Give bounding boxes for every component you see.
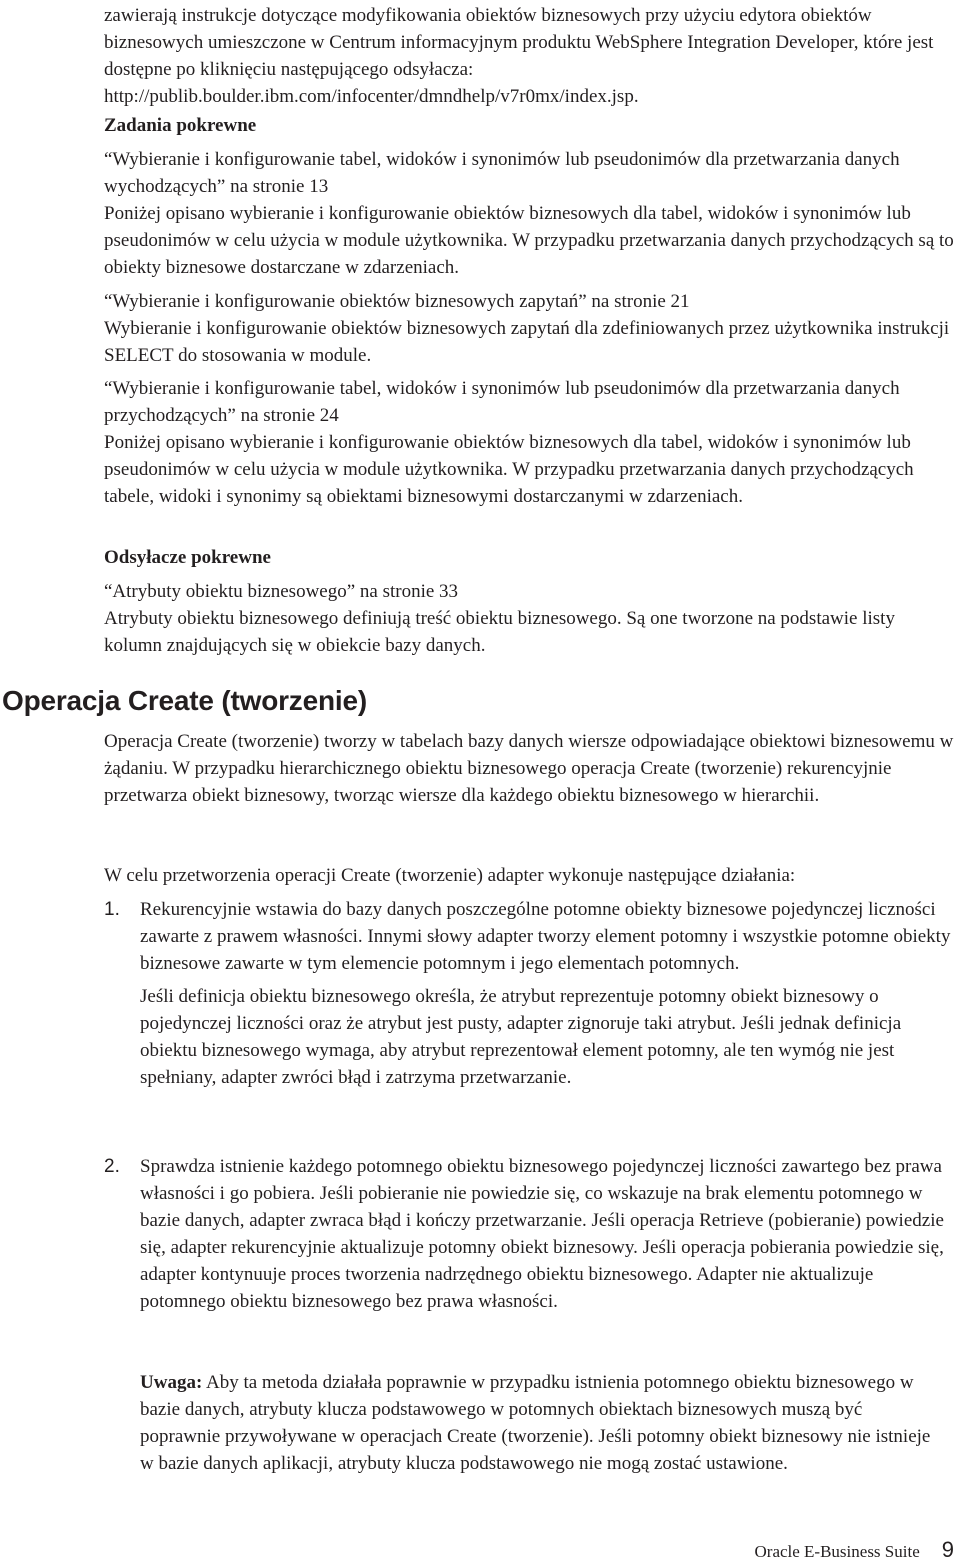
section-title: Operacja Create (tworzenie) xyxy=(2,685,367,716)
section-paragraph-2: W celu przetworzenia operacji Create (tworzenie) adapter wykonuje następujące działania: xyxy=(104,865,796,886)
list-item-extra: Jeśli definicja obiektu biznesowego określa, że atrybut reprezentuje potomny obiekt biznesowy o pojedynczej liczności oraz że atrybut jest pusty, adapter zignoruje taki atrybut. Jeśli jednak definicja obiektu biznesowego wymaga, aby atrybut reprezentował element potomny, ale ten wymóg nie jest spełniany, adapter zwróci błąd i zatrzyma przetwarzanie. xyxy=(140,986,902,1088)
list-item-text: Sprawdza istnienie każdego potomnego obiektu biznesowego pojedynczej liczności zawartego bez prawa własności i go pobiera. Jeśli pobieranie nie powiedzie się, co wskazuje na brak elementu potomnego w bazie danych, adapter zwraca błąd i kończy przetwarzanie. Jeśli operacja Retrieve (pobieranie) powiedzie się, adapter rekurencyjnie aktualizuje potomny obiekt biznesowy. Jeśli operacja pobierania powiedzie się, adapter kontynuuje proces tworzenia nadrzędnego obiektu biznesowego. Adapter nie aktualizuje potomnego obiektu biznesowego bez prawa własności. xyxy=(140,1156,944,1312)
steps-list xyxy=(104,896,954,1091)
note xyxy=(140,1369,940,1477)
related-refs xyxy=(104,544,954,571)
related-task-item-3 xyxy=(104,375,954,510)
related-task-desc: Wybieranie i konfigurowanie obiektów biznesowych zapytań dla zdefiniowanych przez użytkownika instrukcji SELECT do stosowania w module. xyxy=(104,318,950,366)
related-refs-heading: Odsyłacze pokrewne xyxy=(104,547,271,568)
page-footer xyxy=(755,1539,955,1563)
related-ref-desc: Atrybuty obiektu biznesowego definiują treść obiektu biznesowego. Są one tworzone na podstawie listy kolumn znajdujących się w obiekcie bazy danych. xyxy=(104,608,895,656)
note-text: Aby ta metoda działała poprawnie w przypadku istnienia potomnego obiektu biznesowego w bazie danych, atrybuty klucza podstawowego w potomnych obiektach biznesowych muszą być poprawnie przywoływane w operacjach Create (tworzenie). Jeśli potomny obiekt biznesowy nie istnieje w bazie danych aplikacji, atrybuty klucza podstawowego nie mogą zostać ustawione. xyxy=(140,1372,931,1474)
intro-paragraph: zawierają instrukcje dotyczące modyfikowania obiektów biznesowych przy użyciu edytora obiektów biznesowych umieszczone w Centrum informacyjnym produktu WebSphere Integration Developer, które jest dostępne po kliknięciu następującego odsyłacza: http://publib.boulder.ibm.com/infocenter/dmndhelp/v7r0mx/index.jsp. xyxy=(104,5,934,107)
related-ref-link[interactable]: “Atrybuty obiektu biznesowego” na stronie 33 xyxy=(104,581,459,602)
list-item-number: 1. xyxy=(104,899,120,920)
steps-list-2 xyxy=(104,1153,954,1315)
related-task-item-2 xyxy=(104,288,954,369)
list-item-number: 2. xyxy=(104,1156,120,1177)
section-paragraph-1: Operacja Create (tworzenie) tworzy w tabelach bazy danych wiersze odpowiadające obiektowi biznesowemu w żądaniu. W przypadku hierarchicznego obiektu biznesowego operacja Create (tworzenie) rekurencyjnie przetwarza obiekt biznesowy, tworząc wiersze dla każdego obiektu biznesowego w hierarchii. xyxy=(104,731,954,806)
page-number: 9 xyxy=(941,1537,954,1562)
related-task-desc: Poniżej opisano wybieranie i konfigurowanie obiektów biznesowych dla tabel, widoków i synonimów lub pseudonimów w celu użycia w module użytkownika. W przypadku przetwarzania danych przychodzących tabele, widoki i synonimy są obiektami biznesowymi dostarczanymi w zdarzeniach. xyxy=(104,432,914,507)
related-ref-item-1 xyxy=(104,578,954,659)
list-item xyxy=(104,1153,954,1315)
related-task-link[interactable]: “Wybieranie i konfigurowanie obiektów biznesowych zapytań” na stronie 21 xyxy=(104,291,690,312)
note-label: Uwaga: xyxy=(140,1372,203,1393)
list-item-text: Rekurencyjnie wstawia do bazy danych poszczególne potomne obiekty biznesowe pojedynczej liczności zawarte z prawem własności. Innymi słowy adapter tworzy element potomny i wszystkie potomne obiekty biznesowe zawarte w tym elemencie potomnym i jego elementach potomnych. xyxy=(140,899,951,974)
related-tasks-heading: Zadania pokrewne xyxy=(104,115,257,136)
related-task-item-1 xyxy=(104,146,954,281)
list-item xyxy=(104,896,954,1091)
related-task-link[interactable]: “Wybieranie i konfigurowanie tabel, widoków i synonimów lub pseudonimów dla przetwarzania danych wychodzących” na stronie 13 xyxy=(104,149,900,197)
related-tasks xyxy=(104,112,954,139)
related-task-desc: Poniżej opisano wybieranie i konfigurowanie obiektów biznesowych dla tabel, widoków i synonimów lub pseudonimów w celu użycia w module użytkownika. W przypadku przetwarzania danych przychodzących są to obiekty biznesowe dostarczane w zdarzeniach. xyxy=(104,203,954,278)
footer-product: Oracle E-Business Suite xyxy=(754,1542,920,1561)
related-task-link[interactable]: “Wybieranie i konfigurowanie tabel, widoków i synonimów lub pseudonimów dla przetwarzania danych przychodzących” na stronie 24 xyxy=(104,378,900,426)
